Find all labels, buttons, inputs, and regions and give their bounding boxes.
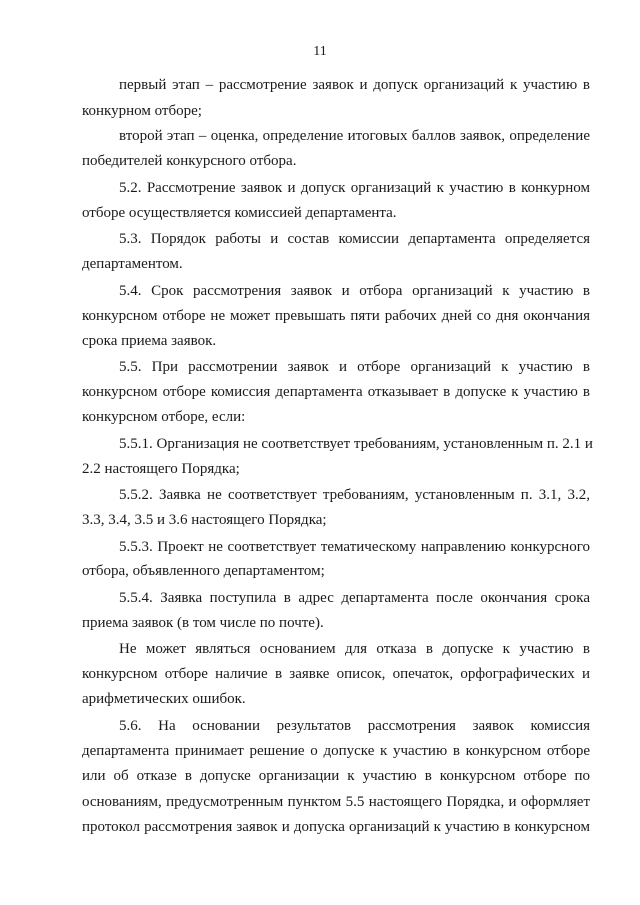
text-line: приема заявок (в том числе по почте). — [82, 615, 324, 631]
text-line: 5.5.2. Заявка не соответствует требованиям, установленным п. 3.1, 3.2, — [119, 487, 590, 503]
text-line: отборе осуществляется комиссией департамента. — [82, 205, 397, 221]
text-line: протокол рассмотрения заявок и допуска организаций к участию в конкурсном — [82, 819, 590, 835]
text-line: 2.2 настоящего Порядка; — [82, 461, 240, 477]
text-line: департамента принимает решение о допуске к участию в конкурсном отборе — [82, 743, 590, 759]
text-line: Не может являться основанием для отказа в допуске к участию в — [119, 641, 590, 657]
text-line: конкурном отборе; — [82, 103, 202, 119]
text-line: 5.3. Порядок работы и состав комиссии департамента определяется — [119, 231, 590, 247]
text-line: 5.5.3. Проект не соответствует тематическому направлению конкурсного — [119, 539, 590, 555]
text-line: отбора, объявленного департаментом; — [82, 563, 325, 579]
text-line: 5.4. Срок рассмотрения заявок и отбора организаций к участию в — [119, 283, 590, 299]
text-line: конкурсном отборе не может превышать пяти рабочих дней со дня окончания — [82, 308, 590, 324]
text-line: 5.5.1. Организация не соответствует требованиям, установленным п. 2.1 и — [119, 436, 593, 452]
text-line: второй этап – оценка, определение итоговых баллов заявок, определение — [119, 128, 590, 144]
text-line: первый этап – рассмотрение заявок и допуск организаций к участию в — [119, 77, 590, 93]
text-line: срока приема заявок. — [82, 333, 217, 349]
text-line: конкурсном отборе наличие в заявке описок, опечаток, орфографических и — [82, 666, 590, 682]
text-line: 3.3, 3.4, 3.5 и 3.6 настоящего Порядка; — [82, 512, 327, 528]
text-line: 5.5.4. Заявка поступила в адрес департамента после окончания срока — [119, 590, 590, 606]
text-line: конкурсном отборе комиссия департамента отказывает в допуске к участию в — [82, 384, 590, 400]
text-line: основаниям, предусмотренным пунктом 5.5 настоящего Порядка, и оформляет — [82, 794, 590, 810]
text-line: 5.5. При рассмотрении заявок и отборе организаций к участию в — [119, 359, 590, 375]
text-line: победителей конкурсного отбора. — [82, 153, 297, 169]
text-line: департаментом. — [82, 256, 183, 272]
text-line: или об отказе в допуске организации к участию в конкурсном отборе по — [82, 768, 590, 784]
page-number: 11 — [313, 44, 327, 59]
text-line: арифметических ошибок. — [82, 691, 246, 707]
text-line: 5.6. На основании результатов рассмотрения заявок комиссия — [119, 718, 590, 734]
text-line: 5.2. Рассмотрение заявок и допуск организаций к участию в конкурном — [119, 180, 590, 196]
text-line: конкурсном отборе, если: — [82, 409, 246, 425]
